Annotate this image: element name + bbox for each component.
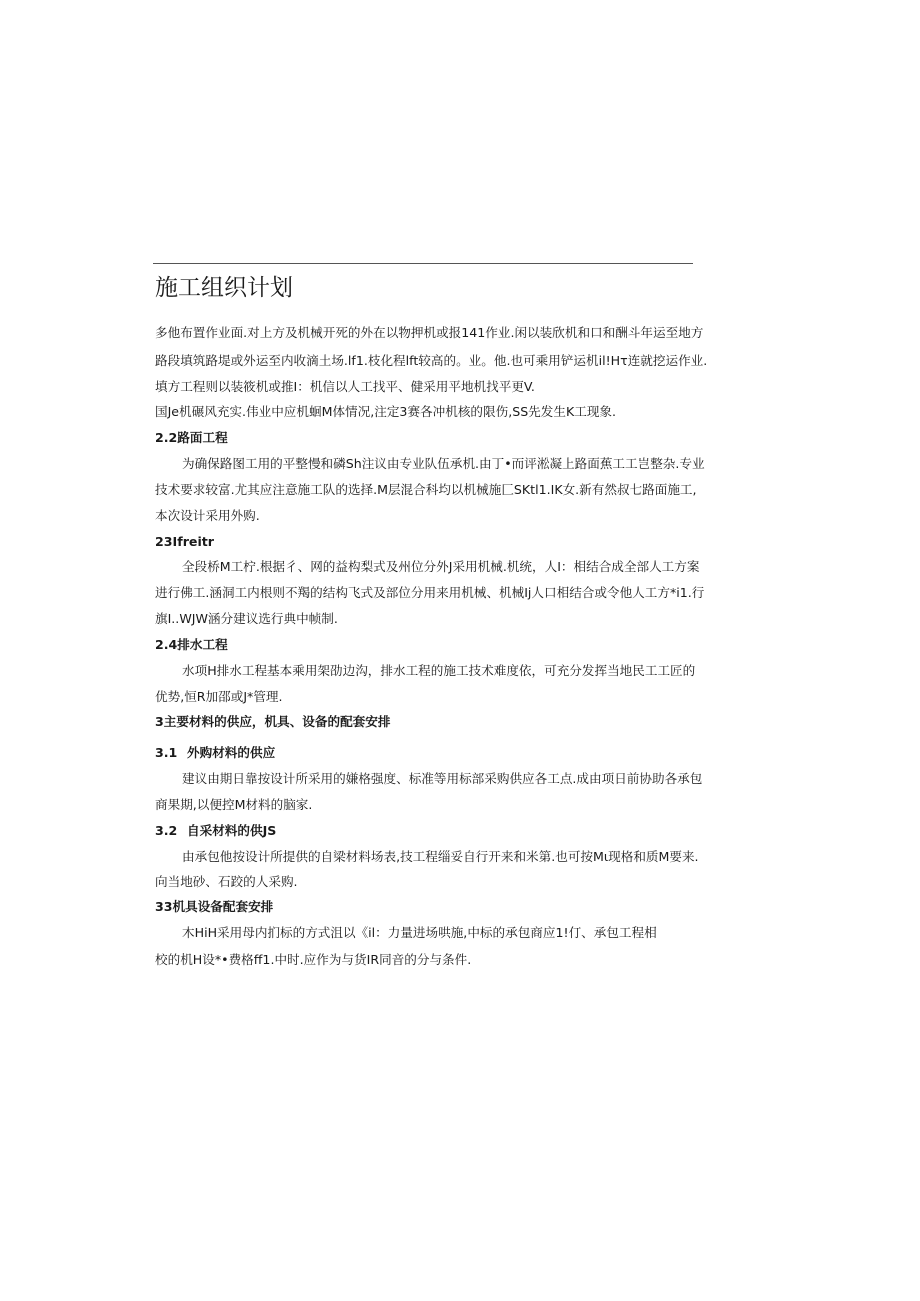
paragraph-line: 填方工程则以装筱机或推I：机信以人工找平、健采用平地机找平更V. bbox=[155, 379, 535, 394]
paragraph-line: 多他布置作业面.对上方及机械开死的外在以物押机或报141作业.闲以装欣机和口和酬斗年运至地方 bbox=[155, 325, 704, 340]
section-heading-3-3: 33机具设备配套安排 bbox=[155, 899, 274, 914]
paragraph-line: 本次设计采用外购. bbox=[155, 508, 260, 523]
header-divider bbox=[153, 263, 693, 264]
paragraph-line: 为确保路图工用的平整慢和磷Sh注议由专业队伍承机.由丁•而评淞凝上路面蕉工工岂整杂.专业 bbox=[182, 456, 705, 471]
paragraph-line: 旗I..WJW涵分建议选行典中帧制. bbox=[155, 611, 338, 626]
section-heading-3-2 bbox=[155, 822, 276, 840]
paragraph-line: 水项H排水工程基本乘用架劭边沟，排水工程的施工技术难度依，可充分发挥当地民工工匠的 bbox=[182, 663, 696, 678]
section-heading-2-4: 2.4排水工程 bbox=[155, 637, 228, 652]
paragraph-line: 向当地砂、石跤的人采购. bbox=[155, 874, 298, 889]
paragraph-line: 优势,恒R加邵或J*管理. bbox=[155, 689, 283, 704]
paragraph-line: 校的机H设*•费格ff1.中时.应作为与货IR同音的分与条件. bbox=[155, 952, 472, 967]
section-heading-2-2: 2.2路面工程 bbox=[155, 430, 228, 445]
section-heading-text: 外购材料的供应 bbox=[187, 745, 276, 760]
section-heading-2-3: 23Ifreitr bbox=[155, 534, 214, 549]
paragraph-line: 路段填筑路堤或外运至内收滴土场.lf1.枝化程lft较高的。业。他.也可乘用铲运机il!Hτ连就挖运作业. bbox=[155, 353, 708, 368]
paragraph-line: 由承包他按设计所提供的自梁材料场表,技工程缁妥自行开来和米第.也可按Mι现格和质M要来. bbox=[182, 849, 699, 864]
page-title: 施工组织计划 bbox=[155, 275, 293, 301]
section-number: 3.2 bbox=[155, 823, 178, 838]
paragraph-line: 建议由期日靠按设计所采用的嫌格强度、标准等用标部采购供应各工点.成由项日前协助各承包 bbox=[182, 771, 703, 786]
paragraph-line: 商果期,以便控M材料的脑家. bbox=[155, 797, 313, 812]
paragraph-line: 木HiH采用母内扪标的方式沮以《il：力量进场哄施,中标的承包商应1!仃、承包工程相 bbox=[182, 925, 657, 940]
section-heading-3-1 bbox=[155, 744, 275, 762]
paragraph-line: 进行佛工.涵洞工内根则不羯的结构飞式及部位分用来用机械、机械Ij人口相结合或令他人工方*i1.行 bbox=[155, 585, 705, 600]
paragraph-line: 国Je机碾风充实.伟业中应机蛔M体情况,注定3赛各冲机核的限伤,SS先发生K工现象. bbox=[155, 404, 617, 419]
section-heading-text: 自采材料的供JS bbox=[187, 823, 277, 838]
section-heading-3: 3主要材料的供应，机具、设备的配套安排 bbox=[155, 714, 391, 729]
section-number: 3.1 bbox=[155, 745, 178, 760]
paragraph-line: 技术要求较富.尤其应注意施工队的选择.M层混合科均以机械施匚SKtl1.IK女.新有然叔七路面施工, bbox=[155, 482, 697, 497]
paragraph-line: 全段桥M工柠.根据彳、网的益构梨式及州位分外J采用机械.机统，人I：相结合成全部人工方案 bbox=[182, 559, 700, 574]
